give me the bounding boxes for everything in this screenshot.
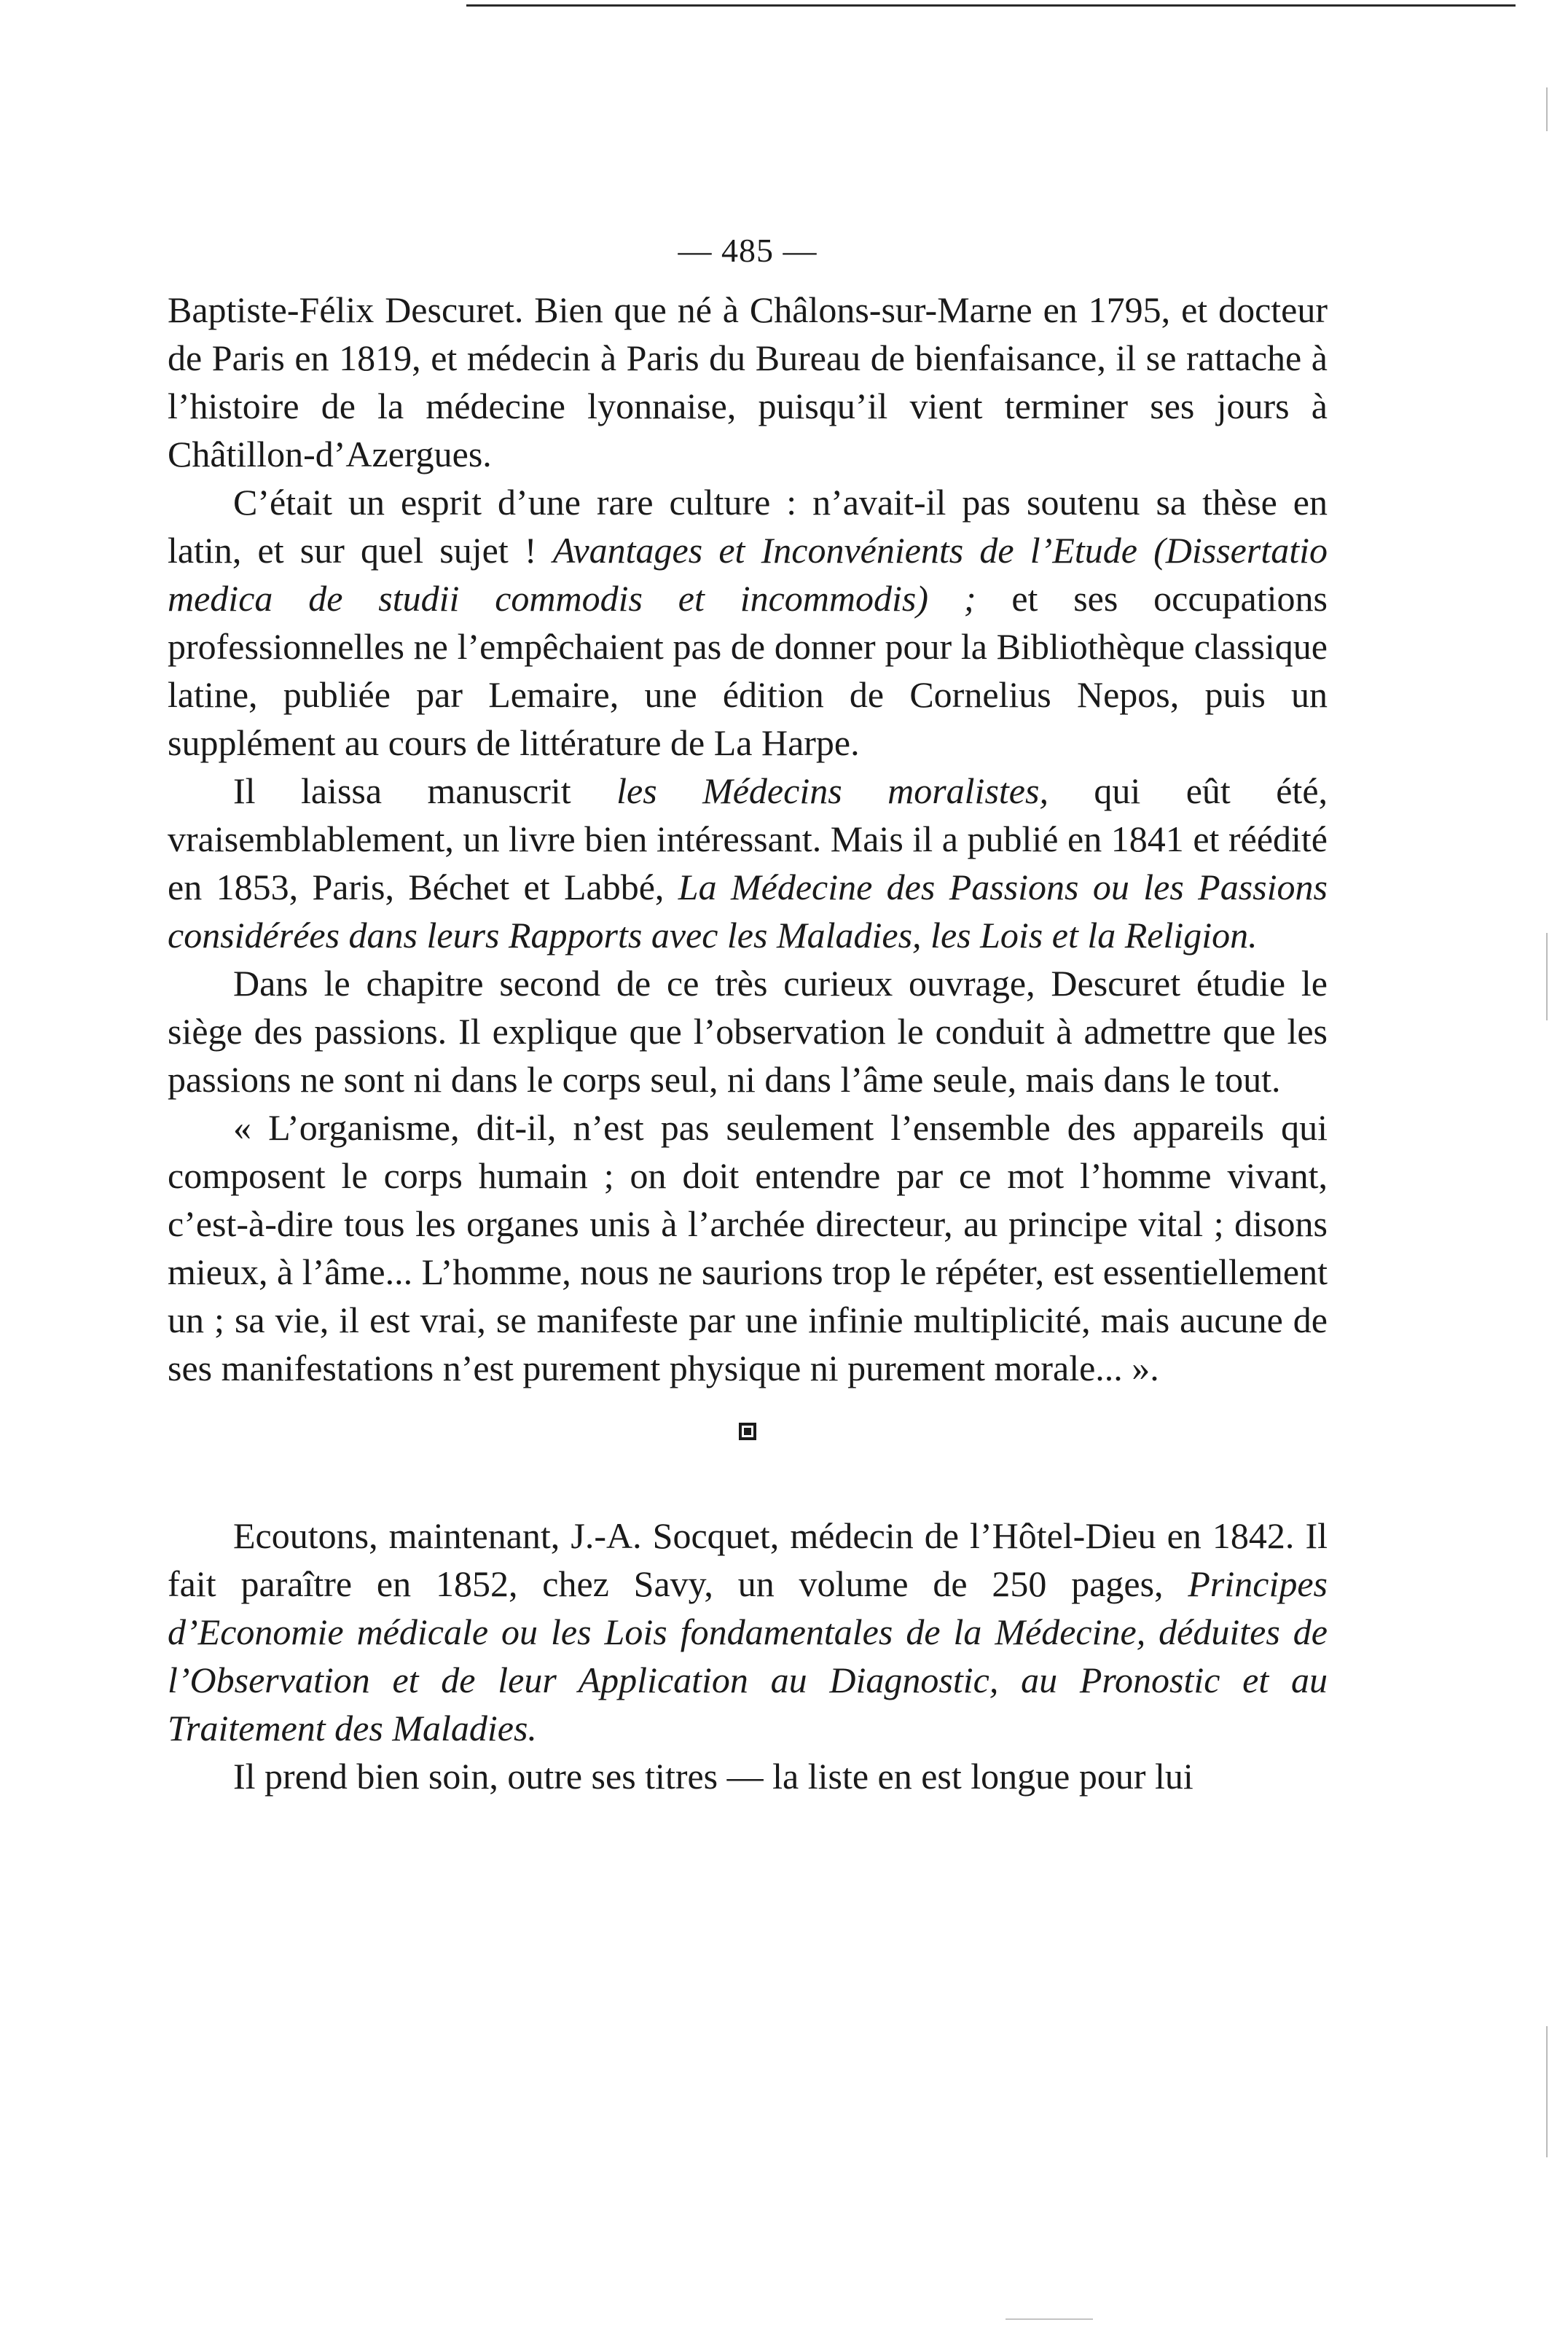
section-separator [168, 1396, 1328, 1466]
page-number: — 485 — [678, 232, 818, 269]
paragraph [168, 1103, 1328, 1392]
text-run: Dans le chapitre second de ce très curieux ouvrage, Descuret étudie le siège des passions. Il explique que l’observation le conduit à admettre que les passions ne sont ni dans le corps seul, ni dans l’âme seule, mais dans le tout. [168, 963, 1328, 1100]
text-section-socquet [168, 1512, 1328, 1800]
paragraph [168, 767, 1328, 959]
document-page [168, 224, 1328, 1800]
paragraph [168, 1512, 1328, 1752]
scan-edge-mark [1546, 87, 1548, 131]
text-run: qui eût été, vraisemblablement, un livre bien intéressant. Mais il a publié en 1841 et réédité en 1853, Paris, Béchet et Labbé, [168, 770, 1328, 907]
italic-title: les Médecins moralistes, [616, 770, 1048, 811]
text-run: Baptiste-Félix Descuret. Bien que né à Châlons-sur-Marne en 1795, et docteur de Paris en 1819, et médecin à Paris du Bureau de bienfaisance, il se rattache à l’histoire de la médecine lyonnaise, puisqu’il vient terminer ses jours à Châtillon-d’Azergues. [168, 289, 1328, 474]
text-run: Il laissa manuscrit [233, 770, 617, 811]
square-dot-icon [739, 1423, 756, 1440]
text-run: Il prend bien soin, outre ses titres — la liste en est longue pour lui [233, 1756, 1193, 1797]
scan-edge-mark [1546, 933, 1548, 1020]
text-run: C’était un esprit d’une rare culture : n’avait-il pas soutenu sa thèse en latin, et sur quel sujet ! [168, 482, 1328, 571]
scan-bottom-mark [1006, 2318, 1093, 2320]
paragraph [168, 959, 1328, 1103]
text-run: « L’organisme, dit-il, n’est pas seulement l’ensemble des appareils qui composent le corps humain ; on doit entendre par ce mot l’homme vivant, c’est-à-dire tous les organes unis à l’archée directeur, au principe vital ; disons mieux, à l’âme... L’homme, nous ne saurions trop le répéter, est essentiellement un ; sa vie, il est vrai, se manifeste par une infinie multiplicité, mais aucune de ses manifestations n’est purement physique ni purement morale... ». [168, 1107, 1328, 1388]
paragraph [168, 1752, 1328, 1800]
text-section-descuret [168, 286, 1328, 1392]
italic-title: Avantages et Inconvénients de l’Etude (Dissertatio medica de studii commodis et incommodis) ; [168, 530, 1328, 619]
italic-title: Principes d’Economie médicale ou les Lois fondamentales de la Médecine, déduites de l’Observation et de leur Application au Diagnostic, au Pronostic et au Traitement des Maladies. [168, 1563, 1328, 1748]
text-run: Ecoutons, maintenant, J.-A. Socquet, médecin de l’Hôtel-Dieu en 1842. Il fait paraître en 1852, chez Savy, un volume de 250 pages, [168, 1515, 1328, 1604]
paragraph [168, 286, 1328, 478]
text-run: et ses occupations professionnelles ne l’empêchaient pas de donner pour la Bibliothèque classique latine, publiée par Lemaire, une édition de Cornelius Nepos, puis un supplément au cours de littérature de La Harpe. [168, 578, 1328, 763]
paragraph [168, 478, 1328, 767]
italic-title: La Médecine des Passions ou les Passions considérées dans leurs Rapports avec les Maladies, les Lois et la Religion. [168, 867, 1328, 956]
top-scan-rule [466, 4, 1516, 7]
scan-edge-mark [1546, 2026, 1548, 2157]
